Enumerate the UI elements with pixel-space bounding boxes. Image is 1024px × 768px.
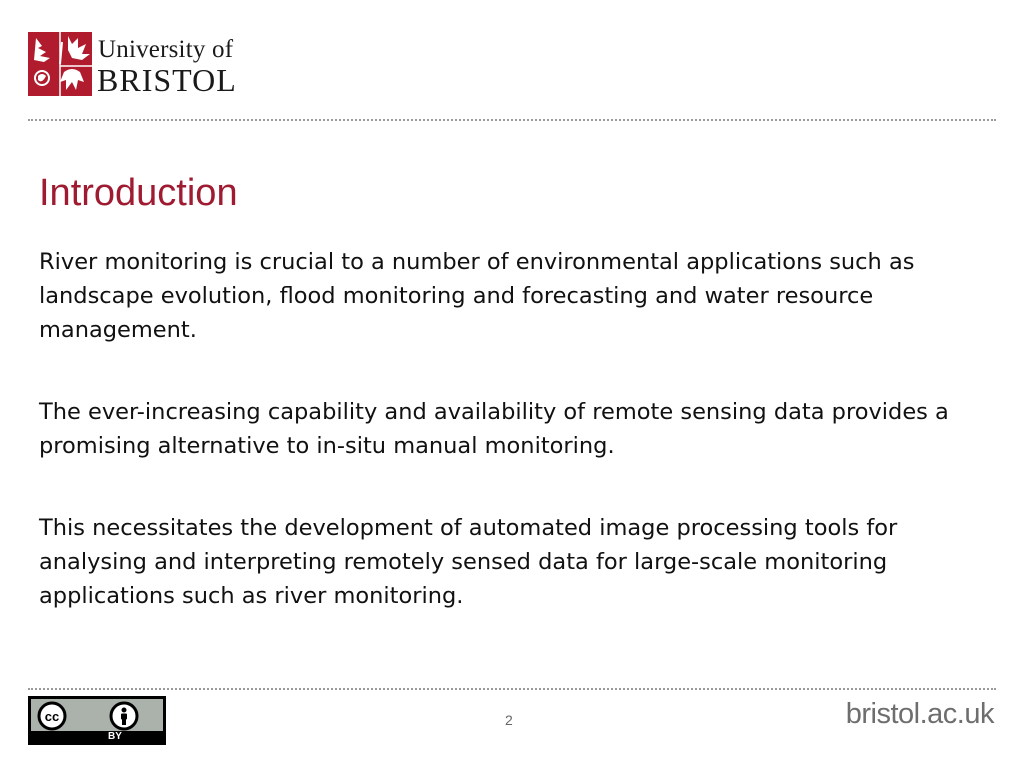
cc-badge-icon-strip xyxy=(31,699,163,731)
creative-commons-icon xyxy=(37,701,67,731)
page-number: 2 xyxy=(505,712,513,728)
logo-line-bristol: BRISTOL xyxy=(97,62,237,98)
university-crest-icon xyxy=(28,32,92,96)
cc-by-license-badge[interactable] xyxy=(28,696,166,745)
svg-text:cc: cc xyxy=(44,709,60,724)
top-divider xyxy=(28,119,996,121)
body-paragraph-1: River monitoring is crucial to a number of environmental applications such as landscape evolution, flood monitoring and forecasting and water resource management. xyxy=(39,249,915,343)
university-logo xyxy=(28,30,248,98)
slide-title: Introduction xyxy=(39,172,238,214)
attribution-icon xyxy=(109,701,139,731)
cc-by-label: BY xyxy=(108,731,122,742)
logo-line-university: University of xyxy=(98,36,234,63)
site-url-link[interactable]: bristol.ac.uk xyxy=(845,698,994,730)
bottom-divider xyxy=(28,688,996,690)
body-paragraph-2: The ever-increasing capability and availability of remote sensing data provides a promising alternative to in-situ manual monitoring. xyxy=(39,399,949,459)
body-paragraph-3: This necessitates the development of automated image processing tools for analysing and interpreting remotely sensed data for large-scale monitoring applications such as river monitoring. xyxy=(39,515,898,609)
